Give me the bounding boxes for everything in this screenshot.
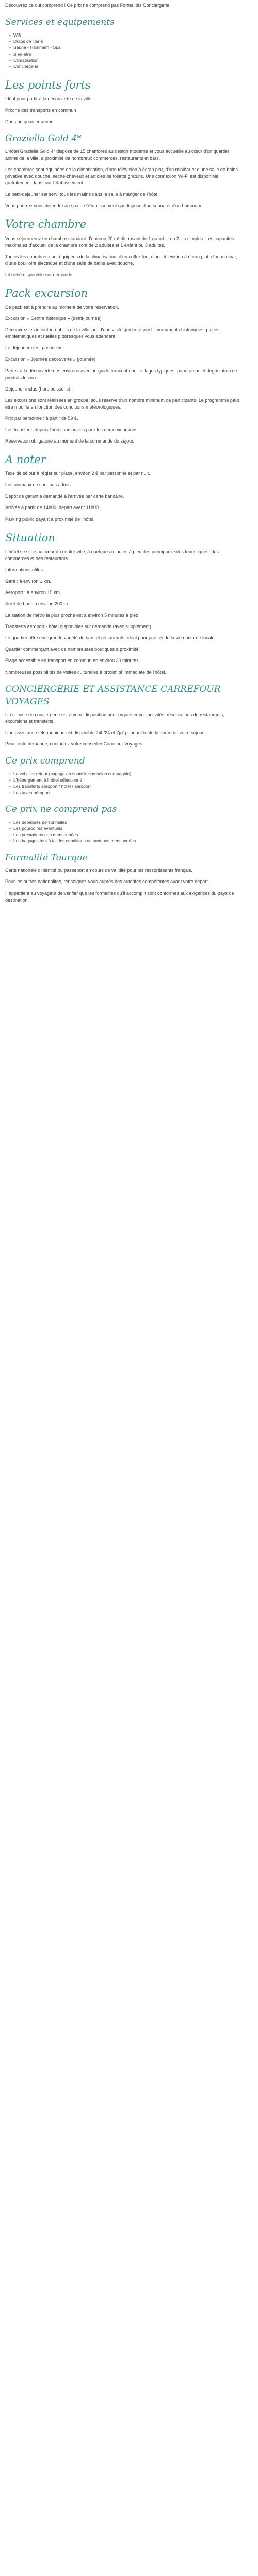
situation-body <box>5 549 243 676</box>
ne-comprend-pas-item: • Les bagages tout à fait les conditions ne sont pas mentionnées <box>13 838 243 844</box>
service-item: • Bien-être <box>13 51 243 57</box>
comprend-item: • Les transferts aéroport / hôtel / aéroport <box>13 783 243 789</box>
points-forts-title: Les points forts <box>5 78 91 91</box>
avoir-paragraph: Dépôt de garantie demandé à l'arrivée par carte bancaire. <box>5 494 124 499</box>
chambre-paragraph: Lit bébé disponible sur demande. <box>5 272 74 277</box>
comprend-item: • Le vol aller-retour (bagage en soute inclus selon compagnie) <box>13 771 243 777</box>
service-item: • Wifi <box>13 32 243 38</box>
hotel-paragraph: Le petit-déjeuner est servi tous les matins dans la salle à manger de l'hôtel. <box>5 192 160 197</box>
situation-paragraph: Nombreuses possibilités de visites culturelles à proximité immédiate de l'hôtel. <box>5 669 166 675</box>
pack-paragraph: Le déjeuner n'est pas inclus. <box>5 345 64 351</box>
pack-paragraph: Les excursions sont réalisées en groupe, sous réserve d'un nombre minimum de participants. Le programme peut être modifié en fonction des conditions météorologiques. <box>5 397 239 410</box>
ne-comprend-pas-item: • Les dépenses personnelles <box>13 819 243 825</box>
formalites-paragraph: Carte nationale d'identité ou passeport en cours de validité pour les ressortissants français. <box>5 868 192 873</box>
pack-body <box>5 304 243 445</box>
pack-paragraph: Prix par personne : à partir de 59 €. <box>5 415 78 421</box>
avoir-paragraph: Les animaux ne sont pas admis. <box>5 482 72 488</box>
page <box>0 0 248 904</box>
situation-paragraph: Quartier commerçant avec de nombreuses boutiques à proximité. <box>5 647 140 652</box>
situation-paragraph: Gare : à environ 1 km. <box>5 579 52 584</box>
situation-title: Situation <box>5 531 55 544</box>
pack-paragraph: Ce pack est à prendre au moment de votre réservation. <box>5 304 119 310</box>
hotel-body <box>5 148 243 209</box>
situation-paragraph: L'hôtel se situe au cœur du centre-ville, à quelques minutes à pied des principaux sites touristiques, des commerces et des restaurants. <box>5 549 219 562</box>
pack-paragraph: Déjeuner inclus (hors boissons). <box>5 386 72 392</box>
avoir-paragraph: Arrivée à partir de 14h00, départ avant 11h00. <box>5 505 100 511</box>
comprend-title: Ce prix comprend <box>5 756 85 767</box>
situation-paragraph: Aéroport : à environ 15 km. <box>5 590 61 596</box>
intro-text: Découvrez ce qui comprend ! Ce prix ne comprend pas Formalités Conciergerie <box>5 3 170 8</box>
hotel-paragraph: Vous pourrez vous détendre au spa de l'établissement qui dispose d'un sauna et d'un hammam. <box>5 203 203 209</box>
situation-paragraph: Le quartier offre une grande variété de bars et restaurants, idéal pour profiter de la vie nocturne locale. <box>5 635 216 641</box>
formalites-paragraph: Pour les autres nationalités, renseignez-vous auprès des autorités compétentes avant votre départ. <box>5 879 209 885</box>
avoir-body <box>5 470 243 522</box>
service-item: • Conciergerie <box>13 63 243 70</box>
situation-paragraph: Arrêt de bus : à environ 200 m. <box>5 601 69 607</box>
ne-comprend-pas-title: Ce prix ne comprend pas <box>5 804 117 815</box>
services-list <box>5 32 243 70</box>
conciergerie-paragraph: Une assistance téléphonique est disponible 24h/24 et 7j/7 pendant toute la durée de votre séjour. <box>5 730 205 735</box>
hotel-paragraph: Les chambres sont équipées de la climatisation, d'une télévision à écran plat, d'un minibar et d'une salle de bains privative avec douche, sèche-cheveux et articles de toilette gratuits. Une connexion Wi-Fi est disponible gratuitement dans tout l'établissement. <box>5 166 238 185</box>
avoir-title: A noter <box>5 453 46 466</box>
avoir-paragraph: Taxe de séjour à régler sur place, environ 2 € par personne et par nuit. <box>5 471 150 477</box>
hotel-title: Graziella Gold 4* <box>5 133 82 144</box>
chambre-paragraph: Vous séjournerez en chambre standard d'environ 20 m² disposant de 1 grand lit ou 2 lits simples. Les capacités maximales d'accueil de la chambre sont de 2 adultes et 1 enfant ou 3 adultes. <box>5 235 234 248</box>
situation-paragraph: Transferts aéroport - hôtel disponibles sur demande (avec supplément). <box>5 624 153 630</box>
pack-paragraph: Excursion « Centre historique » (demi-journée) <box>5 316 102 321</box>
ne-comprend-pas-item: • Les pourboires éventuels <box>13 825 243 832</box>
conciergerie-title: CONCIERGERIE ET ASSISTANCE CARREFOUR VOYAGES <box>5 684 221 707</box>
chambre-title: Votre chambre <box>5 218 87 231</box>
situation-paragraph: La station de métro la plus proche est à environ 5 minutes à pied. <box>5 613 140 618</box>
pack-paragraph: Découvrez les incontournables de la ville lors d'une visite guidée à pied : monuments historiques, places emblématiques et ruelles pittoresques vous attendent. <box>5 327 220 340</box>
hotel-paragraph: L'hôtel Graziella Gold 4* dispose de 15 chambres au design moderne et vous accueille au cœur d'un quartier animé de la ville, à proximité de nombreux commerces, restaurants et bars. <box>5 148 230 161</box>
pack-paragraph: Partez à la découverte des environs avec un guide francophone : villages typiques, panoramas et dégustation de produits locaux. <box>5 368 237 380</box>
conciergerie-paragraph: Un service de conciergerie est à votre disposition pour organiser vos activités, réservations de restaurants, excursions et transferts. <box>5 711 224 724</box>
ne-comprend-pas-list <box>5 819 243 844</box>
points-forts-line: Dans un quartier animé <box>5 119 54 125</box>
points-forts-line: Idéal pour partir à la découverte de la ville <box>5 96 92 101</box>
formalites-body <box>5 867 243 903</box>
avoir-paragraph: Parking public payant à proximité de l'hôtel. <box>5 516 95 522</box>
service-item: • Sauna - Hammam - Spa <box>13 44 243 50</box>
ne-comprend-pas-item: • Les prestations non mentionnées <box>13 832 243 838</box>
chambre-paragraph: Toutes les chambres sont équipées de la climatisation, d'un coffre-fort, d'une télévision à écran plat, d'un minibar, d'une bouilloire électrique et d'une salle de bains avec douche. <box>5 253 237 266</box>
situation-paragraph: Plage accessible en transport en commun en environ 30 minutes. <box>5 658 140 664</box>
formalites-paragraph: Il appartient au voyageur de vérifier que les formalités qu'il accomplit sont conformes aux exigences du pays de destination. <box>5 890 234 903</box>
pack-title: Pack excursion <box>5 286 88 299</box>
conciergerie-paragraph: Pour toute demande, contactez votre conseiller Carrefour Voyages. <box>5 741 144 747</box>
pack-paragraph: Excursion « Journée découverte » (journée) <box>5 357 96 362</box>
comprend-item: • Les taxes aéroport <box>13 790 243 796</box>
points-forts-body <box>5 96 243 125</box>
chambre-body <box>5 235 243 278</box>
pack-paragraph: Réservation obligatoire au moment de la commande du séjour. <box>5 438 135 444</box>
comprend-item: • L'hébergement à l'hôtel sélectionné <box>13 777 243 783</box>
comprend-list <box>5 771 243 796</box>
service-item: • Climatisation <box>13 57 243 63</box>
situation-paragraph: Informations utiles : <box>5 567 46 573</box>
points-forts-line: Proche des transports en commun <box>5 108 76 113</box>
services-title: Services et équipements <box>5 17 115 28</box>
service-item: • Draps de literie <box>13 38 243 44</box>
pack-paragraph: Les transferts depuis l'hôtel sont inclus pour les deux excursions. <box>5 427 139 432</box>
conciergerie-body <box>5 711 243 748</box>
formalites-title: Formalité Tourque <box>5 852 88 863</box>
